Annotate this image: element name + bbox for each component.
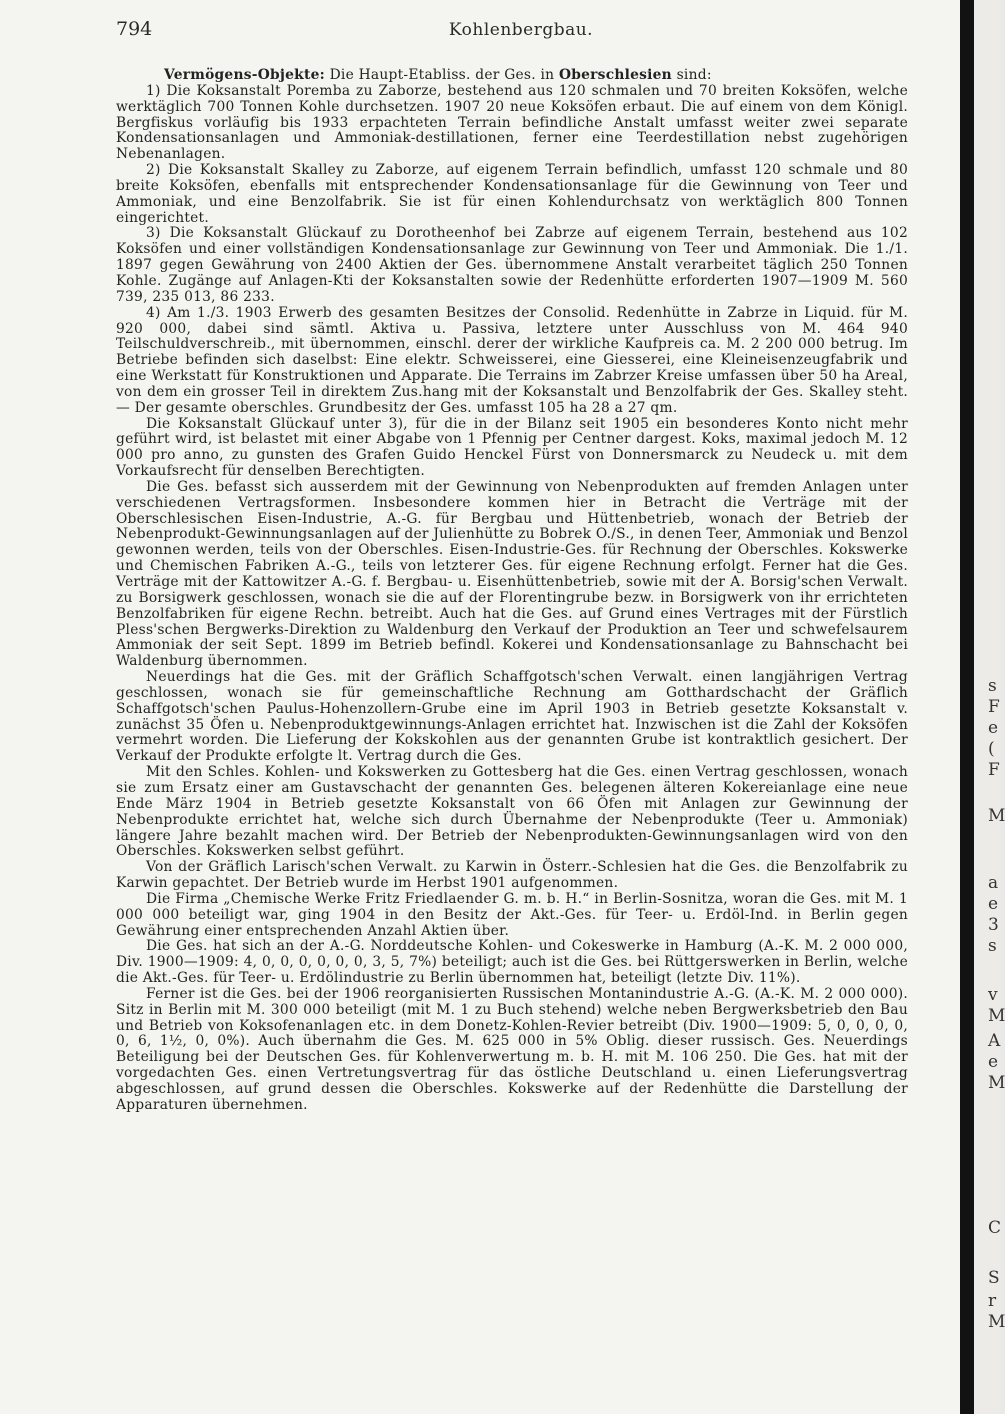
- edge-letter: e: [988, 718, 999, 738]
- edge-letter: s: [988, 676, 997, 696]
- edge-letter: e: [988, 1052, 999, 1072]
- edge-letter: F: [988, 760, 1000, 780]
- intro-paragraph: [116, 68, 908, 84]
- page-number: 794: [116, 18, 153, 40]
- edge-letter: C: [988, 1218, 1002, 1238]
- edge-letter: M: [988, 806, 1005, 826]
- edge-letter: s: [988, 936, 997, 956]
- paragraph-friedlaender: Die Firma „Chemische Werke Fritz Friedlaender G. m. b. H.“ in Berlin-Sosnitza, woran die Ges. mit M. 1 000 000 beteiligt war, ging 1904 in den Besitz der Akt.-Ges. für Teer- u. Erdöl-Ind. in Berlin gegen Gewährung einer entsprechenden Anzahl Aktien über.: [116, 890, 908, 939]
- paragraph-schaffgotsch: Neuerdings hat die Ges. mit der Gräflich Schaffgotsch'schen Verwalt. einen langjährigen Vertrag geschlossen, wonach sie für gemeinschaftliche Rechnung am Gotthardschacht der Gräflich Schaffgotsch'schen Paulus-Hohenzollern-Grube eine im April 1903 in Betrieb gesetzte Koksanstalt v. zunächst 35 Öfen u. Nebenproduktgewinnungs-Anlagen errichtet hat. Inzwischen ist die Zahl der Koksöfen vermehrt worden. Die Lieferung der Kokskohlen aus der genannten Grube ist kontraktlich gesichert. Der Verkauf der Produkte erfolgte lt. Vertrag durch die Ges.: [116, 669, 908, 765]
- paragraph-karwin: Von der Gräflich Larisch'schen Verwalt. zu Karwin in Österr.-Schlesien hat die Ges. die Benzolfabrik zu Karwin gepachtet. Der Betrieb wurde im Herbst 1901 aufgenommen.: [116, 859, 908, 892]
- edge-letter: A: [988, 1031, 1001, 1051]
- edge-letter: r: [988, 1291, 997, 1311]
- section-label: Vermögens-Objekte:: [164, 67, 325, 83]
- edge-letter: F: [988, 697, 1000, 717]
- location-label: Oberschlesien: [558, 67, 672, 83]
- paragraph-koksanstalt-poremba: 1) Die Koksanstalt Poremba zu Zaborze, bestehend aus 120 schmalen und 70 breiten Koksöfen, welche werktäglich 700 Tonnen Kohle durchsetzen. 1907 20 neue Koksöfen erbaut. Die auf einem von dem Königl. Bergfiskus vorläufig bis 1933 erpachteten Terrain befindliche Anstalt umfasst weiter zwei separate Kondensationsanlagen und Ammoniak-destillationen, ferner eine Teerdestillation nebst zugehörigen Nebenanlagen.: [116, 82, 908, 163]
- paragraph-glueckauf-abgabe: Die Koksanstalt Glückauf unter 3), für die in der Bilanz seit 1905 ein besonderes Konto nicht mehr geführt wird, ist belastet mit einer Abgabe von 1 Pfennig per Centner dargest. Koks, maximal jedoch M. 12 000 pro anno, zu gunsten des Grafen Guido Henckel Fürst von Donnersmarck zu Neudeck u. mit dem Vorkaufsrecht für denselben Berechtigten.: [116, 415, 908, 480]
- paragraph-hamburg: Die Ges. hat sich an der A.-G. Norddeutsche Kohlen- und Cokeswerke in Hamburg (A.-K. M. 2 000 000, Div. 1900—1909: 4, 0, 0, 0, 0, 0, 0, 3, 5, 7%) beteiligt; auch ist die Ges. bei Rüttgerswerken in Berlin, welche die Akt.-Ges. für Teer- u. Erdölindustrie zu Berlin übernommen hat, beteiligt (letzte Div. 11%).: [116, 938, 908, 987]
- edge-letter: M: [988, 1073, 1005, 1093]
- paragraph-koksanstalt-skalley: 2) Die Koksanstalt Skalley zu Zaborze, auf eigenem Terrain befindlich, umfasst 120 schmale und 80 breite Koksöfen, ebenfalls mit entsprechender Kondensationsanlage für die Gewinnung von Teer und Ammoniak, und eine Benzolfabrik. Sie ist für einen Kohlendurchsatz von werktäglich 800 Tonnen eingerichtet.: [116, 162, 908, 226]
- paragraph-russische-montanindustrie: Ferner ist die Ges. bei der 1906 reorganisierten Russischen Montanindustrie A.-G. (A.-K. M. 2 000 000). Sitz in Berlin mit M. 300 000 beteiligt (mit M. 1 zu Buch stehend) welche neben Bergwerksbetrieb den Bau und Betrieb von Koksofenanlagen etc. in dem Donetz-Kohlen-Revier betreibt (Div. 1900—1909: 5, 0, 0, 0, 0, 0, 6, 1½, 0, 0%). Auch übernahm die Ges. M. 625 000 in 5% Oblig. dieser russisch. Ges. Neuerdings Beteiligung bei der Deutschen Ges. für Kohlenverwertung m. b. H. mit M. 106 250. Die Ges. hat mit der vorgedachten Ges. einen Vertretungsvertrag für das östliche Deutschland u. einen Lieferungsvertrag abgeschlossen, auf grund dessen die Oberschles. Kokswerke auf der Redenhütte die Darstellung der Apparaturen übernehmen.: [116, 985, 908, 1113]
- edge-letter: M: [988, 1006, 1005, 1026]
- page-header: [116, 18, 926, 46]
- edge-letter: a: [988, 873, 999, 893]
- paragraph-koksanstalt-glueckauf: 3) Die Koksanstalt Glückauf zu Dorotheenhof bei Zabrze auf eigenem Terrain, bestehend aus 102 Koksöfen und einer vollständigen Kondensationsanlage zur Gewinnung von Teer und Ammoniak. Die 1./1. 1897 gegen Gewährung von 2400 Aktien der Ges. übernommene Anstalt verarbeitet täglich 250 Tonnen Kohle. Zugänge auf Anlagen-Kti der Koksanstalten sowie der Redenhütte erforderten 1907—1909 M. 560 739, 235 013, 86 233.: [116, 225, 908, 305]
- book-gutter: [960, 0, 974, 1414]
- edge-letter: (: [988, 739, 995, 759]
- edge-letter: 3: [988, 915, 999, 935]
- next-page-edge: [974, 0, 1005, 1414]
- paragraph-gottesberg: Mit den Schles. Kohlen- und Kokswerken zu Gottesberg hat die Ges. einen Vertrag geschlossen, wonach sie zum Ersatz einer am Gustavschacht der genannten Ges. belegenen älteren Kokereianlage eine neue Ende März 1904 in Betrieb gesetzte Koksanstalt von 66 Öfen mit Anlagen zur Gewinnung der Nebenprodukte errichtet hat, welche sich durch Übernahme der Nebenprodukte (Teer u. Ammoniak) längere Jahre bezahlt machen wird. Der Betrieb der Nebenprodukten-Gewinnungsanlagen wird von den Oberschles. Kokswerken selbst geführt.: [116, 764, 908, 860]
- edge-letter: e: [988, 894, 999, 914]
- edge-letter: M: [988, 1312, 1005, 1332]
- paragraph-nebenprodukte: Die Ges. befasst sich ausserdem mit der Gewinnung von Nebenprodukten auf fremden Anlagen unter verschiedenen Vertragsformen. Insbesondere kommen hier in Betracht die Verträge mit der Oberschlesischen Eisen-Industrie, A.-G. für Bergbau und Hüttenbetrieb, wonach der Betrieb der Nebenprodukt-Gewinnungsanlagen auf der Julienhütte zu Bobrek O./S., in denen Teer, Ammoniak und Benzol gewonnen werden, teils von der Oberschles. Eisen-Industrie-Ges. für Rechnung der Oberschles. Kokswerke und Chemischen Fabriken A.-G., teils von letzterer Ges. für eigene Rechnung erfolgt. Ferner hat die Ges. Verträge mit der Kattowitzer A.-G. f. Bergbau- u. Eisenhüttenbetrieb, sowie mit der A. Borsig'schen Verwalt. zu Borsigwerk geschlossen, wonach sie die auf der Florentingrube bezw. in Borsigwerk von ihr errichteten Benzolfabriken für eigene Rechn. betreibt. Auch hat die Ges. auf Grund eines Vertrages mit der Fürstlich Pless'schen Bergwerks-Direktion zu Waldenburg den Verkauf der Produktion an Teer und schwefelsaurem Ammoniak der seit Sept. 1899 im Betrieb befindl. Kokerei und Kondensationsanlage zu Bahnschacht bei Waldenburg übernommen.: [116, 478, 908, 670]
- edge-letter: v: [988, 985, 998, 1005]
- edge-letter: S: [988, 1268, 1000, 1288]
- running-title: Kohlenbergbau.: [448, 20, 594, 40]
- intro-text-a: Die Haupt-Etabliss. der Ges. in: [324, 67, 559, 83]
- body-text: [116, 68, 908, 1114]
- paragraph-redenhuette: 4) Am 1./3. 1903 Erwerb des gesamten Besitzes der Consolid. Redenhütte in Zabrze in Liquid. für M. 920 000, dabei sind sämtl. Aktiva u. Passiva, letztere unter Ausschluss von M. 464 940 Teilschuldverschreib., mit übernommen, einschl. derer der wirkliche Kaufpreis ca. M. 2 200 000 betrug. Im Betriebe befinden sich daselbst: Eine elektr. Schweisserei, eine Giesserei, eine Kleineisenzeugfabrik und eine Werkstatt für Konstruktionen und Apparate. Die Terrains im Zabrzer Kreise umfassen über 50 ha Areal, von dem ein grosser Teil in direktem Zus.hang mit der Koksanstalt und Benzolfabrik der Ges. Skalley steht. — Der gesamte oberschles. Grundbesitz der Ges. umfasst 105 ha 28 a 27 qm.: [116, 304, 908, 416]
- intro-text-b: sind:: [671, 67, 712, 83]
